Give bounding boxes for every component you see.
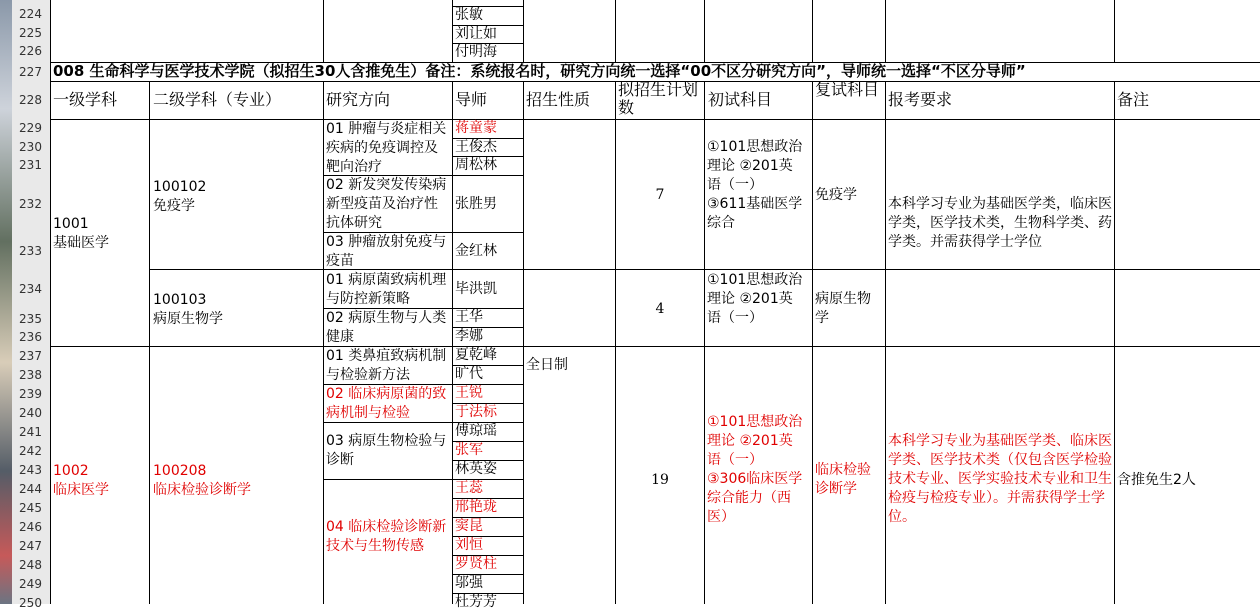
- cell-direction[interactable]: 02 病原生物与人类健康: [326, 310, 447, 345]
- cell-direction[interactable]: 01 类鼻疽致病机制与检验新方法: [326, 348, 447, 383]
- cell-tutor[interactable]: 傅琼瑶: [455, 423, 497, 439]
- cell-tutor[interactable]: 周松林: [455, 157, 497, 173]
- cell-s1-name[interactable]: 免疫学: [153, 198, 195, 214]
- cell-s3-code[interactable]: 100208: [153, 463, 207, 479]
- cell-tutor[interactable]: 金红林: [455, 243, 497, 259]
- cell-tutor[interactable]: 旷代: [455, 366, 483, 382]
- grid-line: [149, 81, 150, 604]
- row-number[interactable]: 247: [19, 539, 42, 553]
- column-header-c1[interactable]: 一级学科: [53, 90, 118, 109]
- row-number[interactable]: 235: [19, 312, 42, 326]
- column-header-c3[interactable]: 研究方向: [326, 90, 391, 109]
- cell-plan-s1[interactable]: 7: [655, 187, 665, 203]
- row-number[interactable]: 226: [19, 44, 42, 58]
- cell-direction[interactable]: 04 临床检验诊断新技术与生物传感: [326, 519, 447, 554]
- grid-line: [885, 0, 886, 62]
- cell-tutor[interactable]: 于法标: [455, 404, 497, 420]
- grid-line: [323, 0, 324, 62]
- cell-tutor[interactable]: 毕洪凯: [455, 281, 497, 297]
- grid-line: [812, 81, 813, 604]
- grid-line: [323, 81, 324, 604]
- grid-line: [523, 0, 524, 62]
- cell-tutor[interactable]: 张敏: [455, 7, 483, 23]
- cell-tutor[interactable]: 李娜: [455, 328, 483, 344]
- cell-tutor[interactable]: 夏乾峰: [455, 347, 497, 363]
- cell-direction[interactable]: 02 临床病原菌的致病机制与检验: [326, 386, 447, 421]
- row-number[interactable]: 227: [19, 65, 42, 79]
- grid-line: [704, 0, 705, 62]
- grid-line: [50, 119, 1260, 120]
- cell-direction[interactable]: 03 肿瘤放射免疫与疫苗: [326, 234, 447, 269]
- grid-line: [615, 0, 616, 62]
- row-number[interactable]: 229: [19, 121, 42, 135]
- grid-line: [523, 81, 524, 604]
- cell-note-s3[interactable]: 含推免生2人: [1117, 472, 1196, 488]
- cell-g1-name[interactable]: 基础医学: [53, 235, 109, 251]
- row-number[interactable]: 239: [19, 387, 42, 401]
- cell-direction[interactable]: 01 病原菌致病机理与防控新策略: [326, 272, 447, 307]
- cell-s3-name[interactable]: 临床检验诊断学: [153, 482, 251, 498]
- cell-tutor[interactable]: 蒋童蒙: [455, 120, 497, 136]
- section-title-cell[interactable]: 008 生命科学与医学技术学院（拟招生30人含推免生）备注：系统报名时，研究方向统一选择“00不区分研究方向”，导师统一选择“不区分导师”: [53, 62, 1026, 80]
- cell-retest-s3[interactable]: 临床检验诊断学: [815, 462, 871, 497]
- row-number[interactable]: 242: [19, 444, 42, 458]
- background-window-strip: [0, 0, 12, 604]
- grid-line: [50, 346, 1260, 347]
- cell-tutor[interactable]: 刘恒: [455, 537, 483, 553]
- row-number[interactable]: 225: [19, 26, 42, 40]
- cell-requirement-2[interactable]: 本科学习专业为基础医学类、临床医学类、医学技术类（仅包含医学检验技术专业、医学实验技术专业和卫生检疫与检疫专业）。并需获得学士学位。: [888, 433, 1112, 525]
- cell-s1-code[interactable]: 100102: [153, 179, 207, 195]
- row-number[interactable]: 243: [19, 463, 42, 477]
- grid-line: [704, 81, 705, 604]
- cell-exam-s2[interactable]: ①101思想政治理论 ②201英语（一）: [707, 272, 803, 326]
- cell-tutor[interactable]: 王蕊: [455, 480, 483, 496]
- column-header-c6[interactable]: 拟招生计划数: [618, 80, 699, 117]
- row-number[interactable]: 241: [19, 425, 42, 439]
- cell-g2-code[interactable]: 1002: [53, 463, 89, 479]
- grid-line: [885, 81, 886, 604]
- cell-g1-code[interactable]: 1001: [53, 216, 89, 232]
- cell-requirement-1[interactable]: 本科学习专业为基础医学类，临床医学类，医学技术类，生物科学类、药学类。并需获得学士学位: [888, 196, 1112, 250]
- row-number[interactable]: 238: [19, 368, 42, 382]
- cell-tutor[interactable]: 窦昆: [455, 518, 483, 534]
- row-number[interactable]: 228: [19, 93, 42, 107]
- row-number[interactable]: 231: [19, 158, 42, 172]
- row-number[interactable]: 249: [19, 577, 42, 591]
- column-header-c9[interactable]: 报考要求: [888, 90, 953, 109]
- cell-nature[interactable]: 全日制: [526, 357, 568, 373]
- cell-direction[interactable]: 02 新发突发传染病新型疫苗及治疗性抗体研究: [326, 177, 447, 231]
- cell-plan-s2[interactable]: 4: [655, 301, 665, 317]
- row-number[interactable]: 245: [19, 501, 42, 515]
- cell-g2-name[interactable]: 临床医学: [53, 482, 109, 498]
- column-header-c5[interactable]: 招生性质: [526, 90, 591, 109]
- row-number[interactable]: 234: [19, 282, 42, 296]
- row-number[interactable]: 244: [19, 482, 42, 496]
- grid-line: [323, 479, 523, 480]
- cell-tutor[interactable]: 王俊杰: [455, 139, 497, 155]
- grid-line: [1114, 0, 1115, 62]
- cell-s2-code[interactable]: 100103: [153, 292, 207, 308]
- row-number[interactable]: 240: [19, 406, 42, 420]
- row-number[interactable]: 230: [19, 140, 42, 154]
- cell-tutor[interactable]: 刘让如: [455, 26, 497, 42]
- grid-line: [1114, 81, 1115, 604]
- cell-direction[interactable]: 01 肿瘤与炎症相关疾病的免疫调控及靶向治疗: [326, 121, 447, 175]
- grid-line: [615, 81, 616, 604]
- cell-s2-name[interactable]: 病原生物学: [153, 311, 223, 327]
- column-header-c10[interactable]: 备注: [1117, 90, 1150, 109]
- grid-line: [50, 0, 51, 604]
- cell-tutor[interactable]: 杜芳芳: [455, 594, 497, 610]
- cell-tutor[interactable]: 邢艳珑: [455, 499, 497, 515]
- cell-tutor[interactable]: 付明海: [455, 44, 497, 60]
- row-number[interactable]: 236: [19, 330, 42, 344]
- cell-direction[interactable]: 03 病原生物检验与诊断: [326, 433, 447, 468]
- cell-tutor[interactable]: 张胜男: [455, 196, 497, 212]
- cell-exam-s3[interactable]: ①101思想政治理论 ②201英语（一） ③306临床医学综合能力（西医）: [707, 414, 803, 525]
- column-header-c8[interactable]: 复试科目: [815, 80, 880, 99]
- cell-retest-s2[interactable]: 病原生物学: [815, 291, 871, 326]
- grid-line: [812, 0, 813, 62]
- row-number[interactable]: 237: [19, 349, 42, 363]
- cell-tutor[interactable]: 林英姿: [455, 461, 497, 477]
- grid-line: [452, 0, 453, 62]
- cell-tutor[interactable]: 邬强: [455, 575, 483, 591]
- row-number[interactable]: 224: [19, 7, 42, 21]
- row-number[interactable]: 248: [19, 558, 42, 572]
- cell-tutor[interactable]: 罗贤柱: [455, 556, 497, 572]
- column-header-c7[interactable]: 初试科目: [708, 90, 773, 109]
- cell-tutor[interactable]: 张军: [455, 442, 483, 458]
- column-header-c2[interactable]: 二级学科（专业）: [153, 90, 282, 109]
- cell-exam-s1[interactable]: ①101思想政治理论 ②201英语（一） ③611基础医学综合: [707, 139, 803, 231]
- cell-tutor[interactable]: 王锐: [455, 385, 483, 401]
- cell-retest-s1[interactable]: 免疫学: [815, 187, 857, 203]
- column-header-c4[interactable]: 导师: [455, 90, 488, 109]
- grid-line: [452, 81, 453, 604]
- cell-plan-s3[interactable]: 19: [651, 472, 669, 488]
- row-number[interactable]: 246: [19, 520, 42, 534]
- row-number[interactable]: 232: [19, 197, 42, 211]
- cell-tutor[interactable]: 王华: [455, 309, 483, 325]
- row-number[interactable]: 250: [19, 596, 42, 610]
- row-number[interactable]: 233: [19, 244, 42, 258]
